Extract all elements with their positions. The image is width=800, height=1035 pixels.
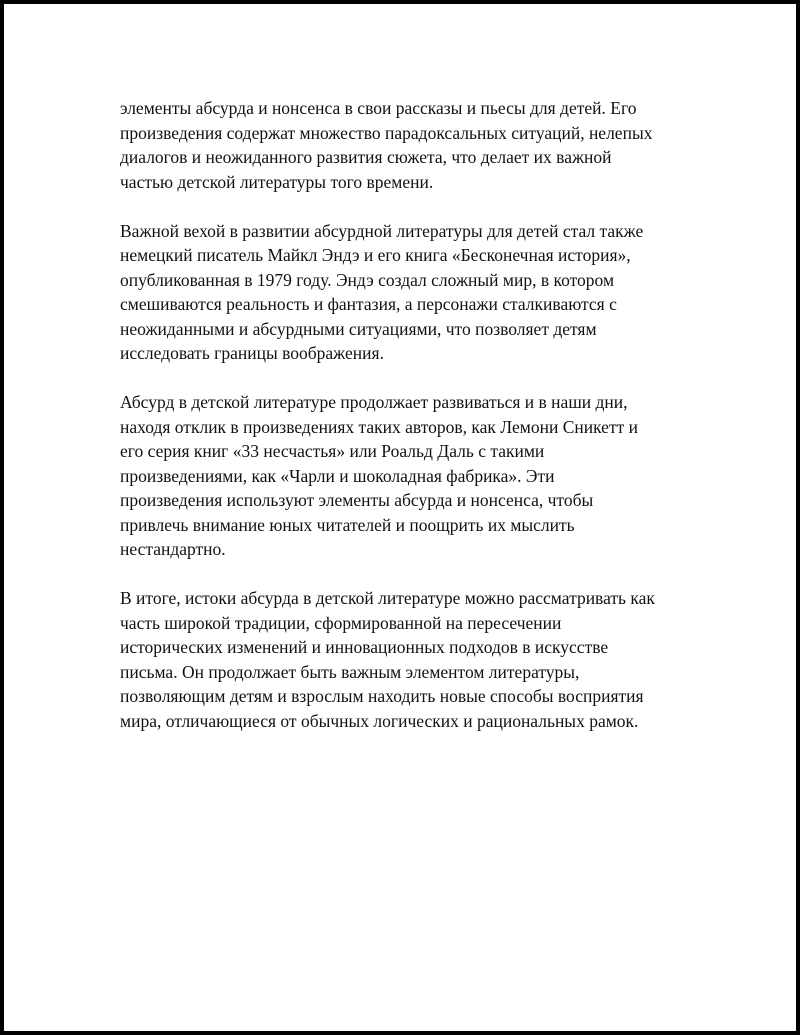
- text-line: исследовать границы воображения.: [120, 343, 384, 363]
- document-body: [120, 96, 700, 758]
- text-line: привлечь внимание юных читателей и поощрить их мыслить: [120, 514, 575, 535]
- text-line: мира, отличающиеся от обычных логических и рациональных рамок.: [120, 710, 639, 731]
- text-line: опубликованная в 1979 году. Эндэ создал сложный мир, в котором: [120, 269, 615, 290]
- text-line: произведениями, как «Чарли и шоколадная фабрика». Эти: [120, 465, 555, 486]
- text-line: частью детской литературы того времени.: [120, 171, 434, 192]
- paragraph-2: [120, 219, 700, 366]
- text-line: его серия книг «33 несчастья» или Роальд Даль с такими: [120, 441, 545, 461]
- text-line: Важной вехой в развитии абсурдной литературы для детей стал также: [120, 220, 644, 241]
- paragraph-4: [120, 586, 700, 733]
- paragraph-1: [120, 96, 700, 194]
- text-line: нестандартно.: [120, 539, 226, 559]
- text-line: диалогов и неожиданного развития сюжета, что делает их важной: [120, 147, 612, 167]
- text-line: немецкий писатель Майкл Эндэ и его книга «Бесконечная история»,: [120, 245, 631, 265]
- text-line: неожиданными и абсурдными ситуациями, что позволяет детям: [120, 318, 597, 339]
- text-line: В итоге, истоки абсурда в детской литературе можно рассматривать как: [120, 588, 655, 608]
- text-line: часть широкой традиции, сформированной на пересечении: [120, 612, 562, 633]
- text-line: смешиваются реальность и фантазия, а персонажи сталкиваются с: [120, 294, 617, 314]
- paragraph-3: [120, 390, 700, 562]
- text-line: Абсурд в детской литературе продолжает развиваться и в наши дни,: [120, 392, 628, 412]
- text-line: находя отклик в произведениях таких авторов, как Лемони Сникетт и: [120, 416, 638, 437]
- text-line: произведения содержат множество парадоксальных ситуаций, нелепых: [120, 122, 653, 143]
- text-line: произведения используют элементы абсурда и нонсенса, чтобы: [120, 490, 594, 510]
- text-line: позволяющим детям и взрослым находить новые способы восприятия: [120, 686, 644, 706]
- text-line: элементы абсурда и нонсенса в свои рассказы и пьесы для детей. Его: [120, 98, 637, 118]
- text-line: письма. Он продолжает быть важным элементом литературы,: [120, 661, 580, 682]
- text-line: исторических изменений и инновационных подходов в искусстве: [120, 637, 609, 657]
